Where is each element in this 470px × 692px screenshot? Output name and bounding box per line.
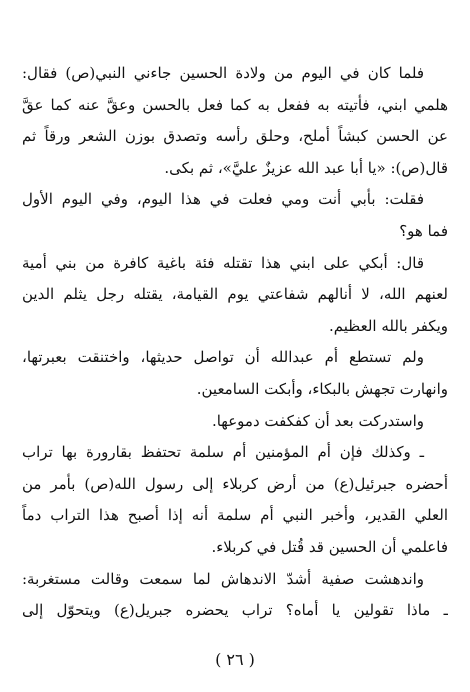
text-line: فلما كان في اليوم من ولادة الحسين جاءني النبي(ص) فقال: [22,64,424,82]
text-line: ولم تستطع أم عبدالله أن تواصل حديثها، واختنقت بعبرتها، [22,348,424,367]
text-line: قال(ص): «يا أبا عبد الله عزيزٌ عليَّ»، ثم بكى. [164,158,448,177]
page-body [22,58,448,627]
text-line: واندهشت صفية أشدّ الاندهاش لما سمعت وقالت مستغربة: [22,569,424,588]
text-line: واستدركت بعد أن كفكفت دموعها. [211,411,424,430]
text-line: فقلت: بأبي أنت ومي فعلت في هذا اليوم، وفي اليوم الأول [22,190,424,209]
text-line: ـ ماذا تقولين يا أماه؟ تراب يحضره جبريل(ع) ويتحوّل إلى [22,601,448,620]
text-line: وانهارت تجهش بالبكاء، وأبكت السامعين. [196,379,448,398]
text-line: فاعلمي أن الحسين قد قُتل في كربلاء. [211,537,448,556]
text-line: فما هو؟ [399,221,448,240]
text-line: أحضره جبرئيل(ع) من أرض كربلاء إلى رسول الله(ص) بأمر من [22,474,448,493]
text-line: العلي القدير، وأخبر النبي أم سلمة أنه إذا أصبح هذا التراب دماً [22,506,448,525]
text-line: قال: أبكي على ابني هذا تقتله فئة باغية كافرة من بني أمية [22,253,424,272]
text-line: لعنهم الله، لا أنالهم شفاعتي يوم القيامة، يقتله رجل يثلم الدين [22,285,448,304]
text-line: هلمي ابني، فأتيته به ففعل به كما فعل بالحسن وعقَّ عنه كما عقَّ [22,95,448,114]
text-line: ـ وكذلك فإن أم المؤمنين أم سلمة تحتفظ بقارورة بها تراب [22,443,424,462]
text-line: عن الحسن كبشاً أملح، وحلق رأسه وتصدق بوزن الشعر ورقاً ثم [22,127,448,146]
page-number: ( ٢٦ ) [215,650,255,669]
text-line: ويكفر بالله العظيم. [329,316,448,335]
